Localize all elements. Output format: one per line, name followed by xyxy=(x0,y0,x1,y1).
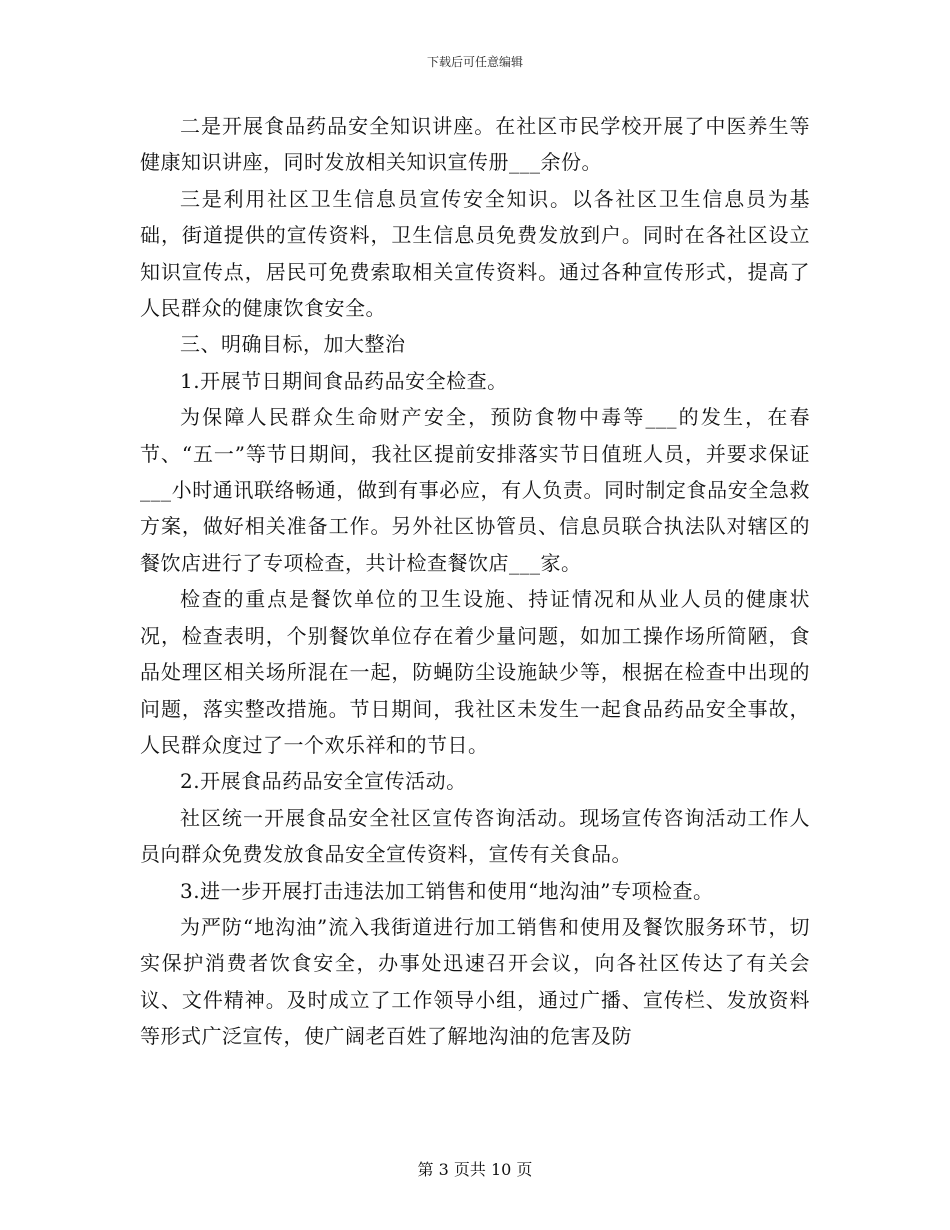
paragraph-holiday-safety: 为保障人民群众生命财产安全，预防食物中毒等___的发生，在春节、“五一”等节日期间，我社区提前安排落实节日值班人员，并要求保证___小时通讯联络畅通，做到有事必应，有人负责。同时制定食品安全急救方案，做好相关准备工作。另外社区协管员、信息员联合执法队对辖区的餐饮店进行了专项检查，共计检查餐饮店___家。 xyxy=(140,405,810,575)
subheading-holiday-inspection: 1.开展节日期间食品药品安全检查。 xyxy=(180,368,508,393)
paragraph-publicity: 社区统一开展食品安全社区宣传咨询活动。现场宣传咨询活动工作人员向群众免费发放食品安全宣传资料，宣传有关食品。 xyxy=(140,805,810,867)
paragraph-lecture: 二是开展食品药品安全知识讲座。在社区市民学校开展了中医养生等健康知识讲座，同时发放相关知识宣传册___余份。 xyxy=(140,114,810,175)
page-number-footer: 第 3 页共 10 页 xyxy=(417,1160,533,1179)
paragraph-info-officers: 三是利用社区卫生信息员宣传安全知识。以各社区卫生信息员为基础，街道提供的宣传资料，卫生信息员免费发放到户。同时在各社区设立知识宣传点，居民可免费索取相关宣传资料。通过各种宣传形式，提高了人民群众的健康饮食安全。 xyxy=(140,186,810,321)
document-body xyxy=(140,108,810,1055)
paragraph-gutter-oil: 为严防“地沟油”流入我街道进行加工销售和使用及餐饮服务环节，切实保护消费者饮食安全，办事处迅速召开会议，向各社区传达了有关会议、文件精神。及时成立了工作领导小组，通过广播、宣传栏、发放资料等形式广泛宣传，使广阔老百姓了解地沟油的危害及防 xyxy=(140,914,810,1049)
subheading-publicity: 2.开展食品药品安全宣传活动。 xyxy=(180,769,467,794)
section-heading-targets: 三、明确目标，加大整治 xyxy=(180,332,406,357)
page-header-note: 下载后可任意编辑 xyxy=(426,55,523,69)
paragraph-inspection-focus: 检查的重点是餐饮单位的卫生设施、持证情况和从业人员的健康状况，检查表明，个别餐饮单位存在着少量问题，如加工操作场所简陋，食品处理区相关场所混在一起，防蝇防尘设施缺少等，根据在检查中出现的问题，落实整改措施。节日期间，我社区未发生一起食品药品安全事故，人民群众度过了一个欢乐祥和的节日。 xyxy=(140,587,810,757)
subheading-gutter-oil: 3.进一步开展打击违法加工销售和使用“地沟油”专项检查。 xyxy=(180,878,714,903)
